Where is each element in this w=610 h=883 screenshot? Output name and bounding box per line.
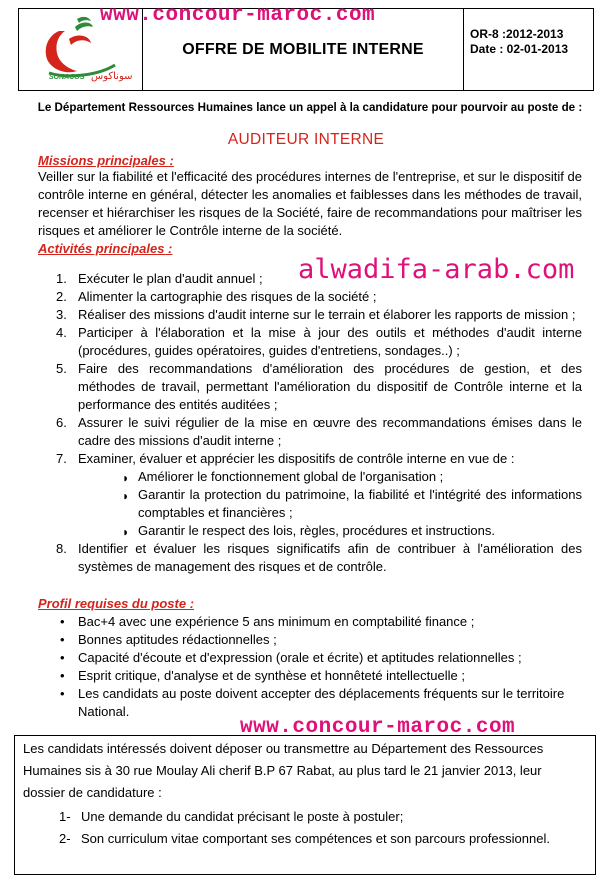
item-text: Capacité d'écoute et d'expression (orale et écrite) et aptitudes relationnelles ;	[78, 650, 522, 665]
bullet-icon: ◗	[122, 489, 130, 503]
missions-text: Veiller sur la fiabilité et l'efficacité des procédures internes de l'entreprise, et sur le dispositif de contrôle interne en général, détecter les anomalies et faiblesses dans les méthodes de travail, recenser et hiérarchiser les risques de la Société, faire de recommandations pour maîtriser les risques et améliorer le Contrôle interne de la société.	[38, 169, 582, 238]
logo-text: SONACOS	[49, 74, 85, 81]
item-number: 3.	[56, 307, 67, 322]
missions-heading: Missions principales :	[38, 153, 174, 168]
item-text: Les candidats au poste doivent accepter des déplacements fréquents sur le territoire National.	[78, 686, 565, 719]
reference-date: Date : 02-01-2013	[470, 42, 569, 56]
application-box	[14, 735, 596, 875]
item-number: 2-	[59, 831, 71, 846]
sub-item-text: Garantir le respect des lois, règles, procédures et instructions.	[138, 523, 495, 538]
list-item	[52, 324, 582, 360]
item-text: Examiner, évaluer et apprécier les dispositifs de contrôle interne en vue de :	[78, 451, 515, 466]
item-text: Esprit critique, d'analyse et de synthèse et honnêteté intellectuelle ;	[78, 668, 465, 683]
list-item	[59, 808, 579, 826]
item-number: 5.	[56, 361, 67, 376]
watermark-top: www.concour-maroc.com	[100, 4, 376, 27]
sub-item-text: Améliorer le fonctionnement global de l'organisation ;	[138, 469, 444, 484]
application-text: Les candidats intéressés doivent déposer ou transmettre au Département des Ressources Humaines sis à 30 rue Moulay Ali cherif B.P 67 Rabat, au plus tard le 21 janvier 2013, leur dossier de candidature :	[23, 741, 544, 800]
item-text: Une demande du candidat précisant le poste à postuler;	[81, 809, 404, 824]
watermark-middle: alwadifa-arab.com	[298, 254, 575, 285]
item-text: Participer à l'élaboration et la mise à jour des outils et méthodes d'audit interne (procédures, guides opératoires, guides d'entretiens, sondages..) ;	[78, 325, 582, 358]
list-item	[52, 414, 582, 450]
item-number: 4.	[56, 325, 67, 340]
sub-list-item	[122, 522, 582, 540]
bullet-icon: •	[60, 650, 65, 665]
list-item	[52, 631, 582, 649]
item-number: 2.	[56, 289, 67, 304]
list-item	[52, 649, 582, 667]
list-item	[52, 360, 582, 414]
list-item	[52, 613, 582, 631]
list-item	[52, 306, 582, 324]
item-text: Bac+4 avec une expérience 5 ans minimum en comptabilité finance ;	[78, 614, 475, 629]
reference-number: OR-8 :2012-2013	[470, 27, 564, 41]
logo-arabic-text: سوناكوس	[91, 71, 133, 82]
sub-list-item	[122, 468, 582, 486]
bullet-icon: •	[60, 614, 65, 629]
item-text: Identifier et évaluer les risques significatifs afin de contribuer à l'amélioration des systèmes de management des risques et de contrôle.	[78, 541, 582, 574]
bullet-icon: •	[60, 632, 65, 647]
sub-item-text: Garantir la protection du patrimoine, la fiabilité et l'intégrité des informations comptables et financières ;	[138, 487, 582, 520]
item-text: Assurer le suivi régulier de la mise en œuvre des recommandations émises dans le cadre des missions d'audit interne ;	[78, 415, 582, 448]
profile-list	[52, 613, 582, 721]
list-item	[52, 288, 582, 306]
item-text: Son curriculum vitae comportant ses compétences et son parcours professionnel.	[81, 831, 550, 846]
item-text: Alimenter la cartographie des risques de la société ;	[78, 289, 377, 304]
item-text: Bonnes aptitudes rédactionnelles ;	[78, 632, 277, 647]
bullet-icon: ◗	[122, 471, 130, 485]
post-title: AUDITEUR INTERNE	[227, 131, 385, 148]
item-text: Réaliser des missions d'audit interne sur le terrain et élaborer les rapports de mission ;	[78, 307, 576, 322]
bullet-icon: ◗	[122, 525, 130, 539]
list-item	[52, 450, 582, 468]
application-list	[59, 808, 579, 852]
item-number: 6.	[56, 415, 67, 430]
reference-cell	[464, 27, 600, 57]
item-number: 8.	[56, 541, 67, 556]
item-number: 7.	[56, 451, 67, 466]
profile-heading: Profil requises du poste :	[38, 596, 195, 611]
list-item	[52, 667, 582, 685]
watermark-bottom: www.concour-maroc.com	[240, 716, 516, 739]
item-number: 1.	[56, 271, 67, 286]
bullet-icon: •	[60, 686, 65, 701]
intro-text: Le Département Ressources Humaines lance un appel à la candidature pour pourvoir au poste de :	[37, 101, 583, 114]
activities-list	[52, 270, 582, 576]
item-number: 1-	[59, 809, 71, 824]
item-text: Exécuter le plan d'audit annuel ;	[78, 271, 263, 286]
bullet-icon: •	[60, 668, 65, 683]
page-title: OFFRE DE MOBILITE INTERNE	[182, 40, 424, 58]
item-text: Faire des recommandations d'amélioration des procédures de gestion, et des méthodes de travail, permettant l'amélioration du dispositif de Contrôle interne et la performance des entités auditées ;	[78, 361, 582, 412]
activities-heading: Activités principales :	[38, 241, 173, 256]
list-item	[52, 540, 582, 576]
list-item	[59, 830, 579, 848]
sub-list-item	[122, 486, 582, 522]
